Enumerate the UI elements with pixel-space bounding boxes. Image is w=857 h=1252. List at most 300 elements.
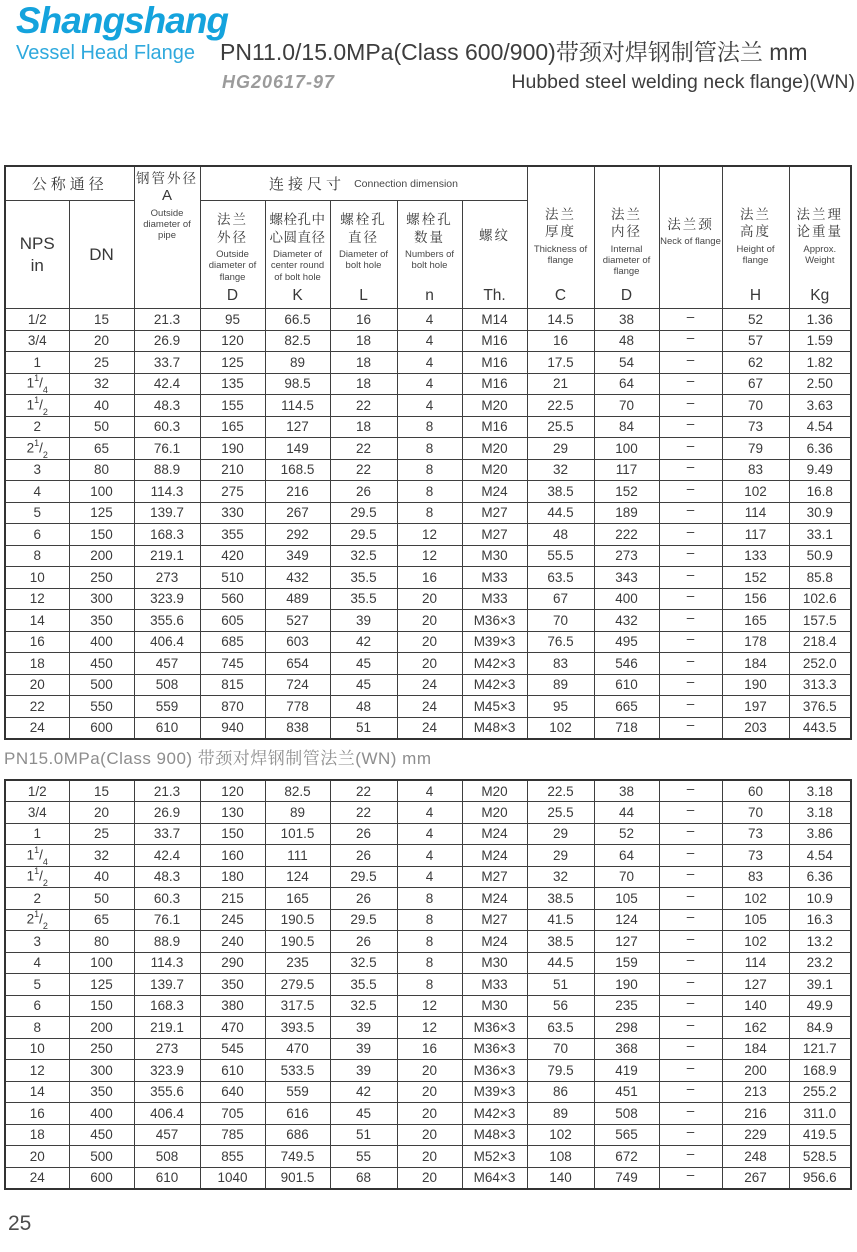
cell: 88.9 [134,931,200,953]
header-nps: NPS in [5,201,69,309]
cell: 450 [69,1124,134,1146]
cell: 127 [594,931,659,953]
table-row [5,1124,851,1146]
cell: 95 [200,309,265,331]
cell: M48×3 [462,717,527,739]
cell: M42×3 [462,674,527,696]
cell: 219.1 [134,545,200,567]
cell: M30 [462,952,527,974]
cell: 184 [722,653,789,675]
cell: – [659,502,722,524]
cell: 95 [527,696,594,718]
cell: 29 [527,438,594,460]
cell: 718 [594,717,659,739]
table-row [5,567,851,589]
cell: 29 [527,845,594,867]
cell: – [659,952,722,974]
cell: 686 [265,1124,330,1146]
cell: 35.5 [330,567,397,589]
header-flange-height: 法兰 高度 Height of flange H [722,166,789,309]
header-dn: DN [69,201,134,309]
table-row [5,373,851,395]
cell: 533.5 [265,1060,330,1082]
cell: 56 [527,995,594,1017]
cell: 114 [722,502,789,524]
cell: 610 [200,1060,265,1082]
cell: 117 [594,459,659,481]
cell: 22.5 [527,780,594,802]
cell: 8 [397,438,462,460]
cell: 124 [265,866,330,888]
cell-nps: 4 [5,952,69,974]
cell: 672 [594,1146,659,1168]
cell: 48 [594,330,659,352]
header-flange-thickness: 法兰 厚度 Thickness of flange C [527,166,594,309]
cell: 470 [200,1017,265,1039]
table-row [5,1146,851,1168]
cell: M27 [462,866,527,888]
cell: M20 [462,802,527,824]
cell: 32 [527,866,594,888]
cell-nps: 14 [5,1081,69,1103]
cell: – [659,1124,722,1146]
cell-nps: 20 [5,1146,69,1168]
cell: – [659,1060,722,1082]
cell: 222 [594,524,659,546]
cell: 98.5 [265,373,330,395]
cell: 13.2 [789,931,851,953]
cell: 298 [594,1017,659,1039]
cell: 39.1 [789,974,851,996]
cell: 105 [722,909,789,931]
cell: 54 [594,352,659,374]
cell: 20 [397,1060,462,1082]
cell: – [659,974,722,996]
cell: 432 [265,567,330,589]
cell: 32.5 [330,545,397,567]
cell: 22 [330,438,397,460]
cell: 26 [330,931,397,953]
cell: 15 [69,309,134,331]
cell: 21.3 [134,780,200,802]
cell: 216 [265,481,330,503]
cell-nps: 16 [5,1103,69,1125]
cell: 400 [69,631,134,653]
cell: 215 [200,888,265,910]
cell: – [659,931,722,953]
cell: 9.49 [789,459,851,481]
cell: 313.3 [789,674,851,696]
cell: 1.36 [789,309,851,331]
cell: 60.3 [134,888,200,910]
cell: 178 [722,631,789,653]
cell: 323.9 [134,588,200,610]
cell: 50 [69,416,134,438]
cell: – [659,459,722,481]
cell: 60.3 [134,416,200,438]
cell: 25.5 [527,802,594,824]
cell: M24 [462,823,527,845]
cell: 267 [722,1167,789,1189]
cell-nps: 16 [5,631,69,653]
cell: 157.5 [789,610,851,632]
cell: 79 [722,438,789,460]
cell: 510 [200,567,265,589]
cell: 20 [69,802,134,824]
header-thread: 螺纹 Th. [462,201,527,309]
cell: 20 [397,610,462,632]
cell: 245 [200,909,265,931]
cell: 559 [265,1081,330,1103]
cell: 76.5 [527,631,594,653]
cell: 159 [594,952,659,974]
cell: 149 [265,438,330,460]
flange-table-class600 [4,165,852,740]
header-flange-od: 法兰 外径 Outside diameter of flange D [200,201,265,309]
cell: 114.3 [134,952,200,974]
cell: 67 [722,373,789,395]
cell: 330 [200,502,265,524]
cell: 355 [200,524,265,546]
cell: M33 [462,974,527,996]
cell: 52 [722,309,789,331]
cell: M27 [462,502,527,524]
table-row [5,974,851,996]
cell: M27 [462,524,527,546]
cell: – [659,717,722,739]
cell: M20 [462,459,527,481]
cell: 165 [722,610,789,632]
cell: 30.9 [789,502,851,524]
cell: 218.4 [789,631,851,653]
cell: 3.63 [789,395,851,417]
cell-nps: 2 [5,416,69,438]
cell: 190.5 [265,931,330,953]
cell: 114.5 [265,395,330,417]
cell: 200 [69,545,134,567]
cell-nps: 5 [5,974,69,996]
cell-nps: 24 [5,717,69,739]
cell: 275 [200,481,265,503]
cell: 250 [69,1038,134,1060]
cell: 8 [397,952,462,974]
cell: 18 [330,330,397,352]
cell: 18 [330,416,397,438]
cell-nps: 3/4 [5,330,69,352]
cell-nps: 18 [5,653,69,675]
cell: 393.5 [265,1017,330,1039]
cell-nps: 5 [5,502,69,524]
cell: 300 [69,588,134,610]
cell: 102 [527,1124,594,1146]
cell: 22 [330,780,397,802]
cell: M24 [462,888,527,910]
cell: M36×3 [462,1038,527,1060]
cell: – [659,823,722,845]
cell: 70 [722,395,789,417]
cell-nps: 1 [5,352,69,374]
table-row [5,309,851,331]
table-row [5,610,851,632]
cell-nps: 2 [5,888,69,910]
cell: 432 [594,610,659,632]
cell: 140 [722,995,789,1017]
cell: 376.5 [789,696,851,718]
cell: 14.5 [527,309,594,331]
table-row [5,588,851,610]
cell: 279.5 [265,974,330,996]
cell: 52 [594,823,659,845]
cell: 605 [200,610,265,632]
cell: – [659,438,722,460]
cell: 184 [722,1038,789,1060]
cell: 160 [200,845,265,867]
table-row [5,524,851,546]
cell: 88.9 [134,459,200,481]
cell-nps: 1 [5,823,69,845]
cell: 189 [594,502,659,524]
cell: 8 [397,459,462,481]
cell: 273 [134,1038,200,1060]
cell: 940 [200,717,265,739]
cell: 749 [594,1167,659,1189]
cell: 120 [200,330,265,352]
cell: 6.36 [789,866,851,888]
cell: 45 [330,674,397,696]
cell: 355.6 [134,1081,200,1103]
cell: 16.3 [789,909,851,931]
cell: 610 [134,1167,200,1189]
cell: 559 [134,696,200,718]
cell: 240 [200,931,265,953]
cell: 273 [134,567,200,589]
cell: 457 [134,1124,200,1146]
cell: 82.5 [265,330,330,352]
cell: 229 [722,1124,789,1146]
cell: 3.18 [789,780,851,802]
cell: 4 [397,823,462,845]
cell: 29.5 [330,866,397,888]
cell: 41.5 [527,909,594,931]
table-row [5,823,851,845]
cell: 1.82 [789,352,851,374]
cell: 4 [397,780,462,802]
cell: 44.5 [527,502,594,524]
cell: 100 [69,952,134,974]
cell: M36×3 [462,1017,527,1039]
cell-nps: $2^1/_2$ [5,438,69,460]
cell: 16 [330,309,397,331]
cell: 349 [265,545,330,567]
table-row [5,416,851,438]
cell: 749.5 [265,1146,330,1168]
cell: 1.59 [789,330,851,352]
cell: 35.5 [330,974,397,996]
cell: 22 [330,459,397,481]
cell: 745 [200,653,265,675]
cell: 4.54 [789,416,851,438]
cell: M14 [462,309,527,331]
cell: – [659,524,722,546]
cell: 323.9 [134,1060,200,1082]
cell: 79.5 [527,1060,594,1082]
cell: 51 [330,1124,397,1146]
cell: 500 [69,674,134,696]
cell: 33.1 [789,524,851,546]
cell: 114.3 [134,481,200,503]
table-row [5,717,851,739]
cell: 140 [527,1167,594,1189]
cell: 24 [397,696,462,718]
cell: 17.5 [527,352,594,374]
cell: M39×3 [462,1081,527,1103]
table-row [5,502,851,524]
cell: 443.5 [789,717,851,739]
cell: 125 [69,502,134,524]
cell: 3.18 [789,802,851,824]
cell: – [659,1103,722,1125]
cell: 311.0 [789,1103,851,1125]
cell: 489 [265,588,330,610]
cell: 4 [397,845,462,867]
header-connection-dimension: 连接尺寸 Connection dimension [200,166,527,201]
table-row [5,674,851,696]
cell: 350 [69,610,134,632]
cell: 51 [330,717,397,739]
cell: 15 [69,780,134,802]
cell: 250 [69,567,134,589]
cell: 83 [527,653,594,675]
cell: 70 [527,1038,594,1060]
cell: 156 [722,588,789,610]
cell: 66.5 [265,309,330,331]
cell: – [659,631,722,653]
cell: 48 [527,524,594,546]
table2-body [5,780,851,1189]
cell: M20 [462,395,527,417]
cell: 450 [69,653,134,675]
cell-nps: 3 [5,459,69,481]
cell: 20 [69,330,134,352]
cell: – [659,330,722,352]
cell: 135 [200,373,265,395]
logo-tagline: Vessel Head Flange [16,41,196,64]
cell: 685 [200,631,265,653]
cell: 29.5 [330,502,397,524]
cell-nps: 20 [5,674,69,696]
cell: 24 [397,674,462,696]
cell: 82.5 [265,780,330,802]
cell-nps: 8 [5,1017,69,1039]
cell: M39×3 [462,631,527,653]
cell: 600 [69,717,134,739]
cell: – [659,866,722,888]
cell: 139.7 [134,974,200,996]
cell-nps: $1^1/_2$ [5,866,69,888]
cell-nps: 12 [5,588,69,610]
cell: 4 [397,373,462,395]
cell: 139.7 [134,502,200,524]
cell: 42 [330,1081,397,1103]
cell: 26 [330,845,397,867]
cell: 80 [69,931,134,953]
cell: 50.9 [789,545,851,567]
header-bolt-hole-diameter: 螺栓孔 直径 Diameter of bolt hole L [330,201,397,309]
cell: 125 [200,352,265,374]
table-row [5,481,851,503]
cell: 22 [330,395,397,417]
table-row [5,330,851,352]
cell: 33.7 [134,823,200,845]
table1-body [5,309,851,739]
cell: 16 [397,567,462,589]
cell: 267 [265,502,330,524]
cell: M24 [462,931,527,953]
cell: 778 [265,696,330,718]
cell: 100 [594,438,659,460]
cell: 350 [200,974,265,996]
page-number: 25 [8,1212,32,1235]
cell: – [659,802,722,824]
cell: 870 [200,696,265,718]
cell: 4 [397,330,462,352]
cell: M27 [462,909,527,931]
cell: 76.1 [134,909,200,931]
standard-number: HG20617-97 [222,72,336,92]
cell: 70 [594,395,659,417]
cell: 4 [397,866,462,888]
cell: 380 [200,995,265,1017]
cell: 108 [527,1146,594,1168]
cell: – [659,1167,722,1189]
cell: 89 [527,1103,594,1125]
cell: 44.5 [527,952,594,974]
cell: 102.6 [789,588,851,610]
cell: 190.5 [265,909,330,931]
cell-nps: 3 [5,931,69,953]
cell-nps: 18 [5,1124,69,1146]
cell: 546 [594,653,659,675]
cell-nps: $1^1/_4$ [5,845,69,867]
cell: 368 [594,1038,659,1060]
cell: – [659,610,722,632]
cell: 16 [527,330,594,352]
cell: 4 [397,309,462,331]
table-row [5,352,851,374]
cell: – [659,674,722,696]
cell: 65 [69,438,134,460]
cell: 42.4 [134,373,200,395]
cell: 419 [594,1060,659,1082]
cell: 815 [200,674,265,696]
cell: 560 [200,588,265,610]
cell: 190 [594,974,659,996]
cell: 70 [594,866,659,888]
cell: 500 [69,1146,134,1168]
cell: 155 [200,395,265,417]
cell: 400 [594,588,659,610]
cell-nps: 8 [5,545,69,567]
cell: 20 [397,1081,462,1103]
cell: 248 [722,1146,789,1168]
cell: 565 [594,1124,659,1146]
cell: 18 [330,352,397,374]
table-row [5,545,851,567]
header-bolt-circle: 螺栓孔中 心圆直径 Diameter of center round of bolt hole K [265,201,330,309]
cell: 838 [265,717,330,739]
cell: – [659,1017,722,1039]
cell: M20 [462,780,527,802]
